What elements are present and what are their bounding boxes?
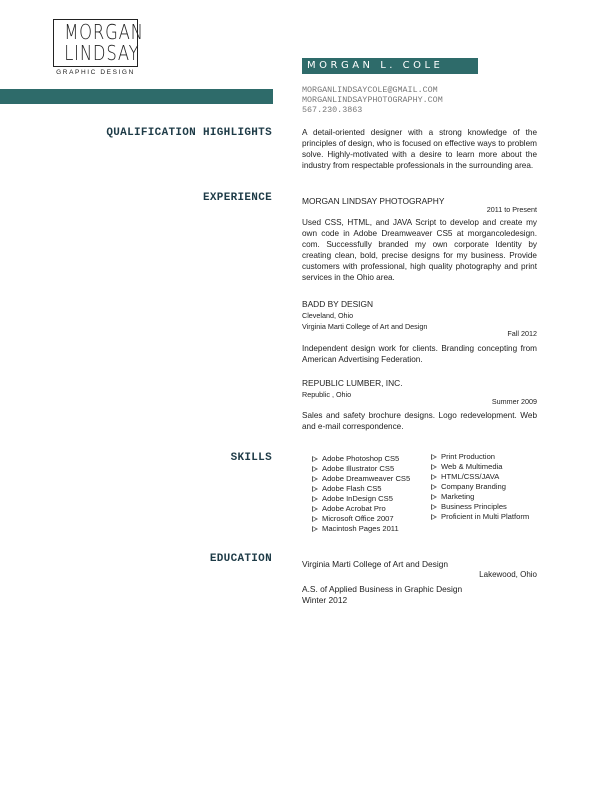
job-date: Fall 2012 [507, 329, 537, 338]
qualifications-text: A detail-oriented designer with a strong knowledge of the principles of design, who is focused on effective ways to problem solve. Highly-motivated with a desire to learn more about the industry from respectable professionals in the surrounding area. [302, 128, 537, 170]
list-item: HTML/CSS/JAVA [431, 472, 529, 482]
job-location: Republic , Ohio [302, 390, 352, 399]
list-item: Macintosh Pages 2011 [312, 524, 410, 534]
list-item: Adobe Dreamweaver CS5 [312, 474, 410, 484]
triangle-bullet-icon [312, 516, 318, 522]
education-school: Virginia Marti College of Art and Design [302, 559, 449, 569]
list-item: Adobe Illustrator CS5 [312, 464, 410, 474]
logo-line-2: LINDSAY [64, 41, 140, 65]
contact-email[interactable]: MORGANLINDSAYCOLE@GMAIL.COM [302, 85, 438, 95]
list-item: Adobe Acrobat Pro [312, 504, 410, 514]
list-item: Adobe InDesign CS5 [312, 494, 410, 504]
list-item: Adobe Flash CS5 [312, 484, 410, 494]
triangle-bullet-icon [431, 474, 437, 480]
job-description: Independent design work for clients. Branding concepting from American Advertising Federation. [302, 344, 537, 364]
job-company: BADD BY DESIGN [302, 299, 374, 309]
job-school: Virginia Marti College of Art and Design [302, 322, 428, 331]
accent-bar [0, 89, 273, 104]
triangle-bullet-icon [312, 476, 318, 482]
list-item: Print Production [431, 452, 529, 462]
triangle-bullet-icon [431, 464, 437, 470]
list-item: Microsoft Office 2007 [312, 514, 410, 524]
triangle-bullet-icon [431, 504, 437, 510]
section-heading-skills: SKILLS [230, 452, 272, 464]
triangle-bullet-icon [312, 496, 318, 502]
list-item: Marketing [431, 492, 529, 502]
triangle-bullet-icon [431, 514, 437, 520]
list-item: Business Principles [431, 502, 529, 512]
skills-list-right [431, 452, 529, 522]
triangle-bullet-icon [431, 484, 437, 490]
list-item: Adobe Photoshop CS5 [312, 454, 410, 464]
triangle-bullet-icon [431, 454, 437, 460]
list-item: Company Branding [431, 482, 529, 492]
triangle-bullet-icon [312, 526, 318, 532]
education-degree: A.S. of Applied Business in Graphic Design [302, 584, 463, 594]
job-date: 2011 to Present [486, 205, 537, 214]
job-date: Summer 2009 [491, 397, 537, 406]
triangle-bullet-icon [431, 494, 437, 500]
education-location: Lakewood, Ohio [479, 570, 537, 579]
job-description: Sales and safety brochure designs. Logo redevelopment. Web and e-mail correspondence. [302, 411, 537, 431]
job-company: REPUBLIC LUMBER, INC. [302, 378, 403, 388]
logo-subtitle: GRAPHIC DESIGN [56, 69, 135, 76]
contact-phone: 567.230.3863 [302, 105, 363, 115]
job-location: Cleveland, Ohio [302, 311, 354, 320]
triangle-bullet-icon [312, 506, 318, 512]
section-heading-experience: EXPERIENCE [202, 192, 272, 204]
section-heading-qualifications: QUALIFICATION HIGHLIGHTS [106, 127, 272, 139]
section-heading-education: EDUCATION [209, 553, 272, 565]
job-description: Used CSS, HTML, and JAVA Script to develop and create my own code in Adobe Dreamweaver CS5 at morgancoledesign. com. Successfully branded my own corporate Identity by creating clean, bold, precise designs for my business. Provide customers with professional, high quality photography and print services in the Ohio area. [302, 218, 537, 282]
skills-list-left [312, 454, 410, 534]
contact-website[interactable]: MORGANLINDSAYPHOTOGRAPHY.COM [302, 95, 443, 105]
triangle-bullet-icon [312, 466, 318, 472]
logo-line-1: MORGAN [64, 20, 144, 44]
education-date: Winter 2012 [302, 595, 348, 605]
list-item: Proficient in Multi Platform [431, 512, 529, 522]
triangle-bullet-icon [312, 486, 318, 492]
job-company: MORGAN LINDSAY PHOTOGRAPHY [302, 196, 445, 206]
list-item: Web & Multimedia [431, 462, 529, 472]
triangle-bullet-icon [312, 456, 318, 462]
name-banner: MORGAN L. COLE [302, 58, 478, 74]
